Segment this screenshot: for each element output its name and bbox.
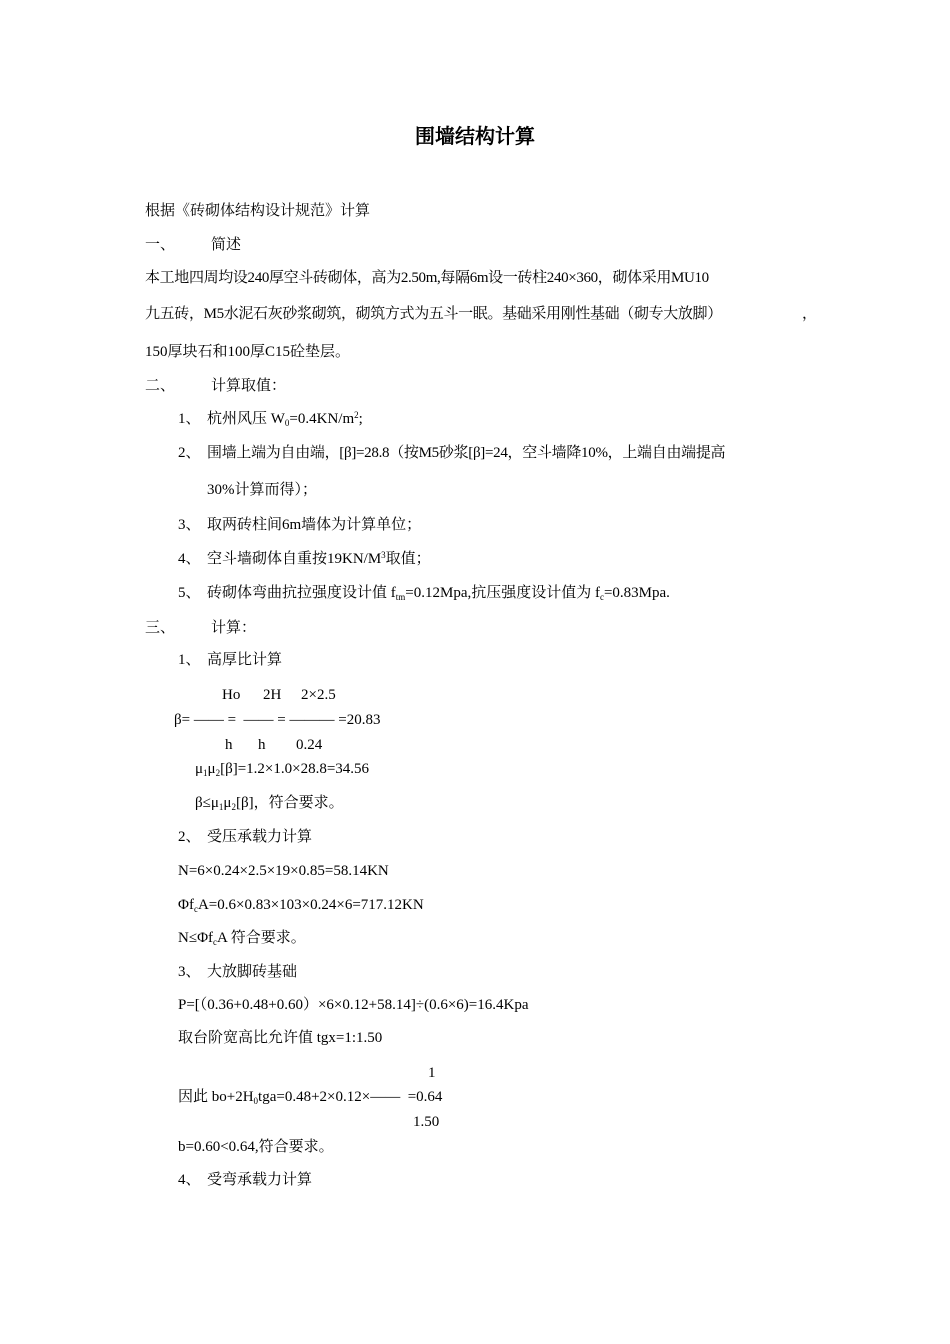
- calc-3-line-3-sub: 0: [253, 1096, 259, 1106]
- mu-beta-line: [195, 760, 369, 778]
- calc-2-line-2-sub: c: [193, 904, 198, 914]
- value-1-sup: 2: [354, 410, 359, 420]
- value-2-number: 2、: [178, 445, 201, 461]
- value-1-mid: =0.4KN/m: [289, 411, 355, 427]
- value-1-number: 1、: [178, 411, 201, 427]
- value-4-post: 取值；: [385, 551, 431, 567]
- mu-1: μ: [195, 761, 204, 777]
- section-1-number: 一、: [145, 237, 176, 253]
- calc-3-number: 3、: [178, 964, 201, 980]
- value-4-text: [207, 550, 431, 568]
- summary-line-3: 150厚块石和100厚C15砼垫层。: [145, 344, 351, 360]
- calc-3-line-1: P=[（0.36+0.48+0.60）×6×0.12+58.14]÷(0.6×6)=16.4Kpa: [178, 997, 529, 1013]
- calc-4-number: 4、: [178, 1172, 201, 1188]
- fraction-denominator: 1.50: [413, 1114, 440, 1130]
- calc-2-line-3-sub: c: [213, 937, 218, 947]
- beta-check-pre: β≤μ: [195, 795, 219, 811]
- calc-3-line-4: b=0.60<0.64,符合要求。: [178, 1139, 334, 1155]
- fraction-numerator: 1: [428, 1065, 436, 1081]
- mu-2-sub: 2: [215, 768, 221, 778]
- calc-1-number: 1、: [178, 652, 201, 668]
- calc-3-line-3-pre: 因此 bo+2H: [178, 1089, 254, 1105]
- beta-denominator-2: h: [258, 737, 266, 753]
- summary-line-2-comma: ，: [802, 306, 818, 322]
- calc-3-heading: 大放脚砖基础: [207, 964, 298, 980]
- calc-2-line-2: [178, 896, 424, 914]
- mu-beta-value: [β]=1.2×1.0×28.8=34.56: [220, 761, 370, 777]
- calc-2-line-2-pre: Φf: [178, 897, 194, 913]
- calc-2-line-3-post: A 符合要求。: [217, 930, 306, 946]
- section-3-number: 三、: [145, 620, 176, 636]
- beta-numerator-3: 2×2.5: [301, 687, 336, 703]
- beta-numerator-2: 2H: [263, 687, 282, 703]
- section-1-heading: 简述: [211, 237, 242, 253]
- calc-2-line-3-pre: N≤Φf: [178, 930, 214, 946]
- beta-denominator-1: h: [225, 737, 233, 753]
- beta-check-line: [195, 794, 344, 812]
- section-2-heading: 计算取值：: [211, 378, 287, 394]
- value-3-number: 3、: [178, 517, 201, 533]
- summary-line-1: 本工地四周均设240厚空斗砖砌体，高为2.50m,每隔6m设一砖柱240×360，砌体采用MU10: [145, 270, 709, 286]
- value-2-line-1: 围墙上端为自由端，[β]=28.8（按M5砂浆[β]=24，空斗墙降10%，上端自由端提高: [207, 445, 726, 461]
- intro-text: 根据《砖砌体结构设计规范》计算: [145, 203, 371, 219]
- beta-check-sub-2: 2: [231, 802, 236, 812]
- value-5-sub-1: tm: [395, 592, 406, 602]
- calc-2-heading: 受压承载力计算: [207, 829, 313, 845]
- calc-2-line-1: N=6×0.24×2.5×19×0.85=58.14KN: [178, 863, 389, 879]
- calc-2-number: 2、: [178, 829, 201, 845]
- value-1-text: [207, 410, 363, 428]
- calc-3-line-3-post: tga=0.48+2×0.12×—— =0.64: [258, 1089, 443, 1105]
- calc-3-line-3: [178, 1088, 442, 1106]
- calc-1-heading: 高厚比计算: [207, 652, 283, 668]
- value-5-text: [207, 584, 670, 602]
- beta-denominator-3: 0.24: [296, 737, 323, 753]
- mu-1-sub: 1: [203, 768, 208, 778]
- mu-2: μ: [207, 761, 216, 777]
- beta-check-sub-1: 1: [218, 802, 224, 812]
- value-4-number: 4、: [178, 551, 201, 567]
- value-1-post: ;: [358, 411, 363, 427]
- section-2-number: 二、: [145, 378, 176, 394]
- value-5-number: 5、: [178, 585, 201, 601]
- beta-check-post: [β]，符合要求。: [235, 795, 344, 811]
- value-5-mid: =0.12Mpa,抗压强度设计值为 f: [405, 585, 600, 601]
- value-1-pre: 杭州风压 W: [207, 411, 285, 427]
- section-3-heading: 计算：: [211, 620, 257, 636]
- summary-line-2: 九五砖，M5水泥石灰砂浆砌筑，砌筑方式为五斗一眠。基础采用刚性基础（砌专大放脚）: [145, 306, 722, 322]
- value-3-text: 取两砖柱间6m墙体为计算单位；: [207, 517, 422, 533]
- beta-check-mid: μ: [223, 795, 232, 811]
- value-4-pre: 空斗墙砌体自重按19KN/M: [207, 551, 382, 567]
- calc-3-line-2: 取台阶宽高比允许值 tgx=1:1.50: [178, 1030, 383, 1046]
- value-5-post: =0.83Mpa.: [603, 585, 670, 601]
- calc-2-line-3: [178, 929, 306, 947]
- value-5-sub-2: c: [599, 592, 604, 602]
- value-4-sup: 3: [381, 550, 386, 560]
- value-1-sub: 0: [284, 418, 290, 428]
- page-title: 围墙结构计算: [415, 124, 535, 148]
- calc-4-heading: 受弯承载力计算: [207, 1172, 313, 1188]
- value-2-line-2: 30%计算而得）；: [207, 482, 317, 498]
- calc-2-line-2-post: A=0.6×0.83×103×0.24×6=717.12KN: [197, 897, 424, 913]
- beta-equation: β= —— = —— = ——— =20.83: [174, 712, 381, 728]
- value-5-pre: 砖砌体弯曲抗拉强度设计值 f: [207, 585, 396, 601]
- beta-numerator-1: Ho: [222, 687, 241, 703]
